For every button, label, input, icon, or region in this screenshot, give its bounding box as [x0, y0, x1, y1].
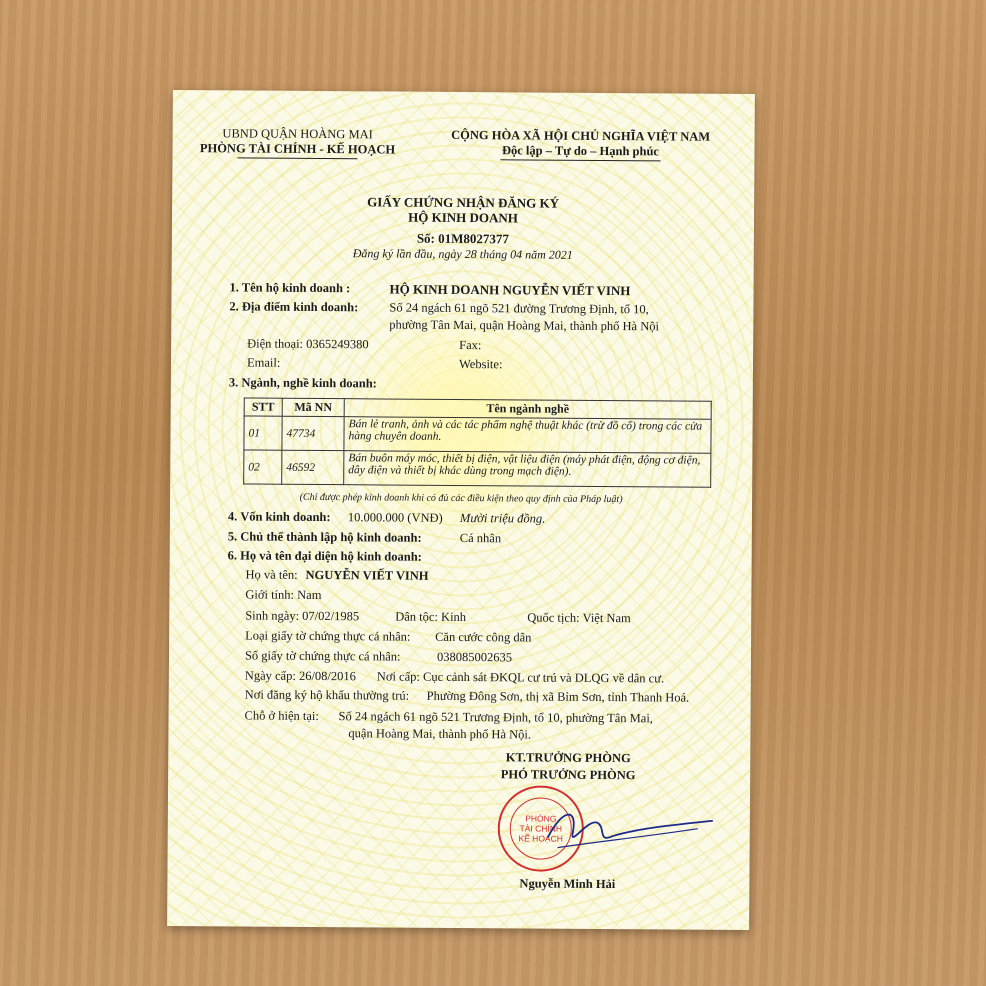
representative-label: 6. Họ và tên đại diện hộ kinh doanh: — [227, 548, 422, 564]
table-row — [244, 450, 711, 487]
rep-issue-date: Ngày cấp: 26/08/2016 — [244, 668, 356, 684]
national-header — [430, 128, 730, 162]
rep-id-number-value: 038085002635 — [436, 649, 513, 665]
rep-nationality: Quốc tịch: Việt Nam — [527, 610, 631, 626]
founder-label: 5. Chủ thể thành lập hộ kinh doanh: — [227, 529, 422, 545]
address-line2: phường Tân Mai, quận Hoàng Mai, thành phố Hà Nội — [389, 317, 660, 334]
nation-name: CỘNG HÒA XÃ HỘI CHỦ NGHĨA VIỆT NAM — [451, 127, 711, 144]
business-name-value: HỘ KINH DOANH NGUYỄN VIẾT VINH — [389, 281, 631, 299]
rep-household-value: Phường Đông Sơn, thị xã Bỉm Sơn, tỉnh Thanh Hoá. — [426, 688, 690, 705]
rep-residence-line2: quận Hoàng Mai, thành phố Hà Nội. — [348, 726, 532, 742]
rep-residence-line1: Số 24 ngách 61 ngõ 521 Trương Định, tổ 10, phường Tân Mai, — [338, 709, 654, 726]
email: Email: — [246, 355, 281, 370]
rep-id-number-label: Số giấy tờ chứng thực cá nhân: — [244, 648, 401, 664]
col-header-name: Tên ngành nghề — [344, 399, 711, 420]
table-row — [244, 416, 711, 453]
phone: Điện thoại: 0365249380 — [247, 336, 369, 352]
rep-id-type-label: Loại giấy tờ chứng thực cá nhân: — [245, 628, 411, 644]
row-stt: 01 — [244, 416, 282, 450]
national-motto: Độc lập – Tự do – Hạnh phúc — [501, 143, 660, 159]
business-sectors-table — [243, 397, 712, 487]
motto-underline — [500, 159, 660, 161]
doc-title: GIẤY CHỨNG NHẬN ĐĂNG KÝ — [367, 194, 560, 211]
header-underline — [237, 157, 357, 159]
website: Website: — [458, 356, 503, 372]
row-stt: 02 — [244, 450, 282, 484]
fax: Fax: — [459, 337, 482, 353]
address-label: 2. Địa điểm kinh doanh: — [229, 299, 359, 315]
department-name: PHÒNG TÀI CHÍNH - KẾ HOẠCH — [199, 141, 396, 157]
address-line1: Số 24 ngách 61 ngõ 521 đường Trương Định, tổ 10, — [389, 300, 649, 317]
business-name-label: 1. Tên hộ kinh doanh : — [229, 280, 351, 296]
rep-ethnicity: Dân tộc: Kinh — [395, 609, 467, 625]
rep-issue-place: Nơi cấp: Cục cảnh sát ĐKQL cư trú và DLQG về dân cư. — [376, 669, 665, 686]
rep-name-value: NGUYỄN VIẾT VINH — [305, 567, 429, 583]
district-name: UBND QUẬN HOÀNG MAI — [222, 126, 373, 142]
rep-name-label: Họ và tên: — [245, 567, 298, 582]
rep-household-label: Nơi đăng ký hộ khẩu thường trú: — [244, 687, 410, 703]
row-code: 47734 — [282, 416, 344, 450]
row-code: 46592 — [282, 450, 344, 484]
issuer-header — [192, 126, 402, 159]
doc-number: Số: 01M8027377 — [416, 230, 509, 247]
capital-label: 4. Vốn kinh doanh: — [227, 509, 331, 525]
legal-note: (Chỉ được phép kinh doanh khi có đủ các điều kiện theo quy định của Pháp luật) — [299, 491, 623, 506]
col-header-code: Mã NN — [282, 398, 344, 416]
rep-residence-label: Chỗ ở hiện tại: — [244, 708, 319, 724]
signature-scribble — [528, 797, 718, 868]
signer-position: PHÓ TRƯỞNG PHÒNG — [500, 767, 636, 783]
seal-text-line3: KẾ HOẠCH — [518, 833, 563, 844]
rep-id-type-value: Căn cước công dân — [435, 629, 532, 645]
registration-date: Đăng ký lần đầu, ngày 28 tháng 04 năm 2021 — [352, 246, 573, 262]
rep-gender: Giới tính: Nam — [245, 587, 322, 603]
seal-text-line2: TÀI CHÍNH — [519, 823, 563, 834]
seal-text-line1: PHÒNG — [525, 813, 557, 824]
signer-title: KT.TRƯỞNG PHÒNG — [505, 750, 631, 766]
row-sector-name: Bán buôn máy móc, thiết bị điện, vật liệu điện (máy phát điện, động cơ điện, dây điện và thiết bị khác dùng trong mạch điện). — [344, 451, 711, 488]
sector-label: 3. Ngành, nghề kinh doanh: — [228, 375, 377, 391]
doc-subtitle: HỘ KINH DOANH — [408, 209, 518, 226]
capital-value: 10.000.000 (VNĐ) — [347, 510, 443, 525]
rep-dob: Sinh ngày: 07/02/1985 — [245, 608, 360, 624]
col-header-stt: STT — [244, 398, 282, 416]
founder-value: Cá nhân — [459, 530, 502, 546]
registration-certificate — [167, 90, 755, 930]
signer-name: Nguyễn Minh Hải — [519, 876, 616, 892]
capital-words: Mười triệu đồng. — [459, 510, 546, 526]
row-sector-name: Bán lẻ tranh, ảnh và các tác phẩm nghệ thuật khác (trừ đồ cổ) trong các cửa hàng chuyên doanh. — [344, 417, 711, 454]
